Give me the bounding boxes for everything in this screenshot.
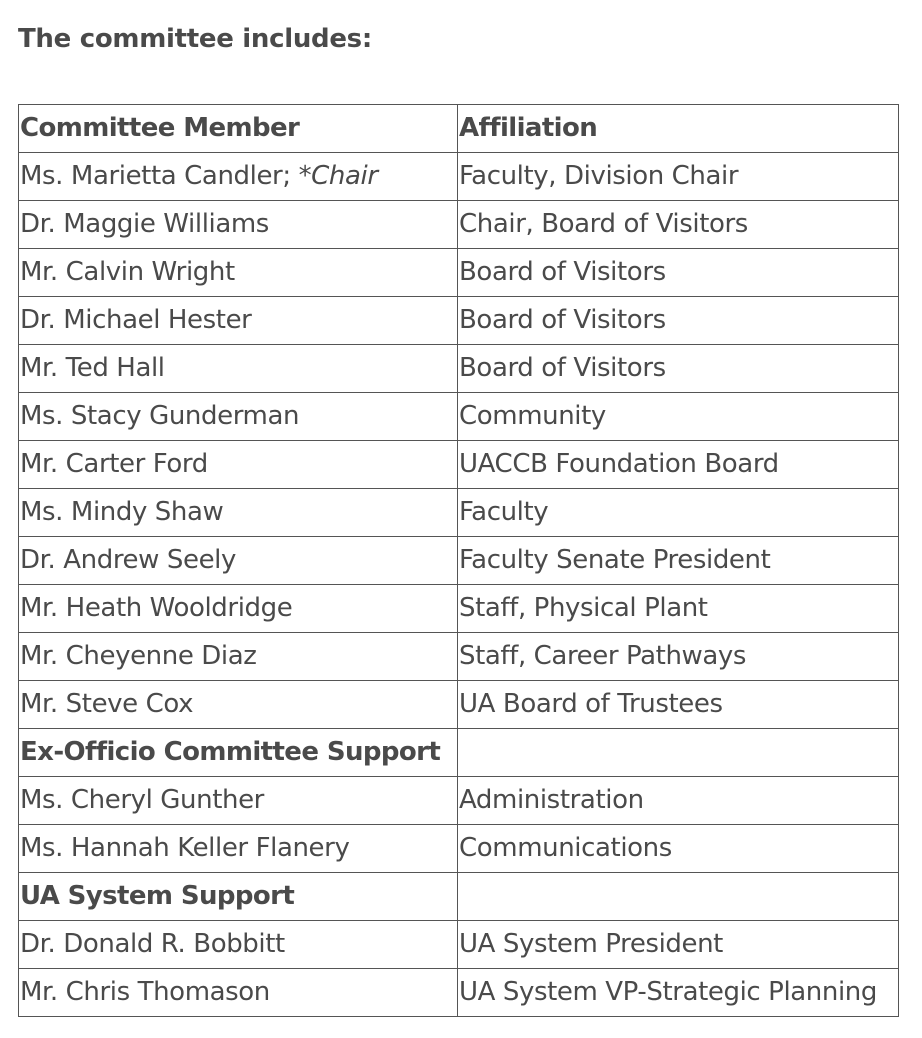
member-cell: Ms. Stacy Gunderman — [19, 393, 458, 441]
table-row — [19, 297, 899, 345]
affiliation-cell: UA System VP-Strategic Planning — [458, 969, 899, 1017]
member-name: Ms. Marietta Candler; — [20, 161, 299, 191]
affiliation-cell: Staff, Physical Plant — [458, 585, 899, 633]
affiliation-cell: Administration — [458, 777, 899, 825]
affiliation-cell: Staff, Career Pathways — [458, 633, 899, 681]
affiliation-cell: UA Board of Trustees — [458, 681, 899, 729]
table-header-row — [19, 105, 899, 153]
member-cell: Ms. Hannah Keller Flanery — [19, 825, 458, 873]
affiliation-cell: Board of Visitors — [458, 249, 899, 297]
chair-note: *Chair — [298, 161, 378, 191]
column-header-affiliation: Affiliation — [458, 105, 899, 153]
member-cell: Ms. Mindy Shaw — [19, 489, 458, 537]
member-cell: Dr. Michael Hester — [19, 297, 458, 345]
section-header-row — [19, 729, 899, 777]
affiliation-cell: Board of Visitors — [458, 345, 899, 393]
table-row — [19, 969, 899, 1017]
affiliation-cell: UA System President — [458, 921, 899, 969]
affiliation-cell: Faculty, Division Chair — [458, 153, 899, 201]
member-cell: Dr. Maggie Williams — [19, 201, 458, 249]
table-row — [19, 921, 899, 969]
table-row — [19, 441, 899, 489]
ex-officio-section-title: Ex-Officio Committee Support — [19, 729, 458, 777]
intro-heading: The committee includes: — [18, 24, 372, 54]
committee-table — [18, 104, 899, 1017]
member-cell: Mr. Heath Wooldridge — [19, 585, 458, 633]
table-row — [19, 633, 899, 681]
affiliation-cell: Faculty — [458, 489, 899, 537]
member-cell: Mr. Steve Cox — [19, 681, 458, 729]
ua-system-section-title: UA System Support — [19, 873, 458, 921]
member-cell: Mr. Cheyenne Diaz — [19, 633, 458, 681]
member-cell: Mr. Carter Ford — [19, 441, 458, 489]
table-row — [19, 825, 899, 873]
section-header-row — [19, 873, 899, 921]
affiliation-cell: UACCB Foundation Board — [458, 441, 899, 489]
member-cell: Dr. Andrew Seely — [19, 537, 458, 585]
affiliation-cell: Community — [458, 393, 899, 441]
table-row — [19, 201, 899, 249]
table-row — [19, 681, 899, 729]
member-cell: Mr. Chris Thomason — [19, 969, 458, 1017]
affiliation-cell: Chair, Board of Visitors — [458, 201, 899, 249]
empty-cell — [458, 729, 899, 777]
member-cell: Mr. Ted Hall — [19, 345, 458, 393]
empty-cell — [458, 873, 899, 921]
member-cell: Dr. Donald R. Bobbitt — [19, 921, 458, 969]
column-header-member: Committee Member — [19, 105, 458, 153]
table-row — [19, 345, 899, 393]
table-row — [19, 249, 899, 297]
member-cell: Mr. Calvin Wright — [19, 249, 458, 297]
table-row — [19, 153, 899, 201]
table-row — [19, 393, 899, 441]
table-row — [19, 777, 899, 825]
affiliation-cell: Board of Visitors — [458, 297, 899, 345]
affiliation-cell: Communications — [458, 825, 899, 873]
member-cell — [19, 153, 458, 201]
member-cell: Ms. Cheryl Gunther — [19, 777, 458, 825]
table-row — [19, 537, 899, 585]
affiliation-cell: Faculty Senate President — [458, 537, 899, 585]
table-row — [19, 585, 899, 633]
table-row — [19, 489, 899, 537]
